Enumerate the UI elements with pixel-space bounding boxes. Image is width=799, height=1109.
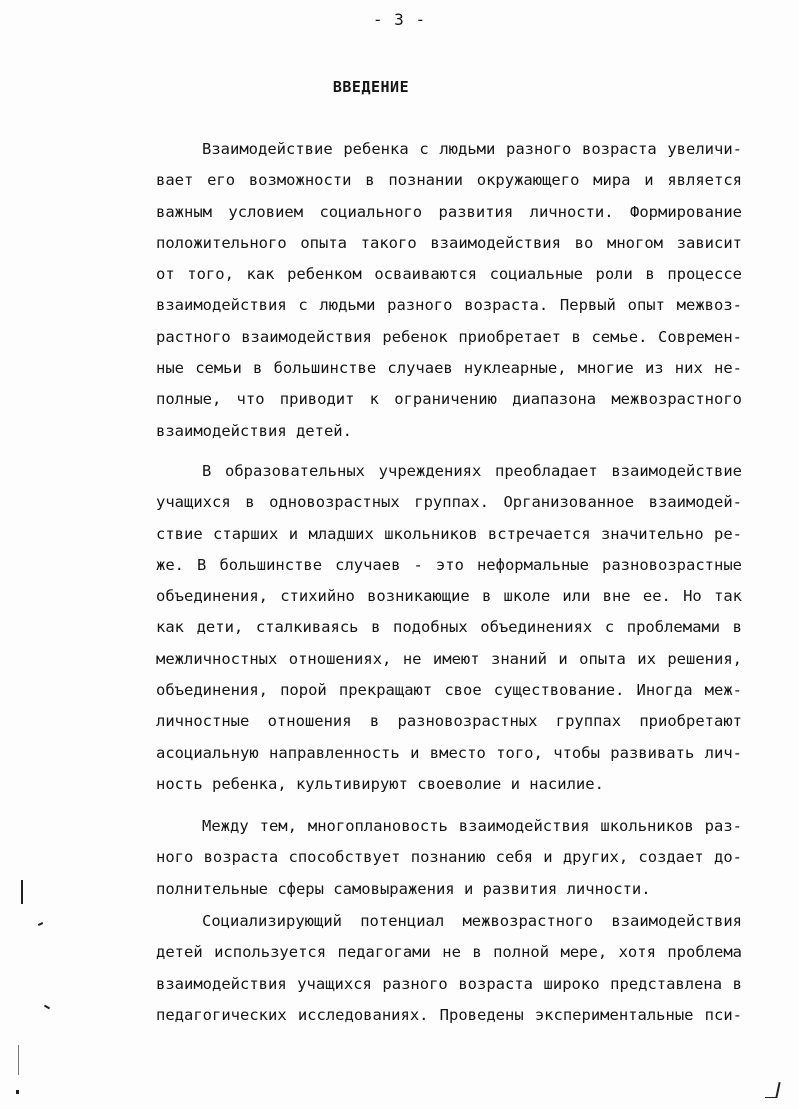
paragraph-3 xyxy=(156,811,742,905)
scan-mark xyxy=(775,1082,780,1098)
text-line: ность ребенка, культивируют своеволие и насилие. xyxy=(156,774,604,793)
text-line: личностные отношения в разновозрастных группах приобретают xyxy=(156,712,742,731)
text-line: растного взаимодействия ребенок приобретает в семье. Современ- xyxy=(156,327,742,346)
page-number: - 3 - xyxy=(372,10,427,29)
scan-mark xyxy=(38,922,43,926)
text-line: объединения, порой прекращают свое существование. Иногда меж- xyxy=(156,681,742,700)
text-line: ного возраста способствует познанию себя и других, создает до- xyxy=(156,848,742,867)
scan-mark xyxy=(21,880,23,904)
scan-mark xyxy=(16,1090,19,1094)
paragraph-2 xyxy=(156,456,742,800)
text-line: асоциальную направленность и вместо того, чтобы развивать лич- xyxy=(156,743,742,762)
text-line: объединения, стихийно возникающие в школе или вне ее. Но так xyxy=(156,587,742,606)
text-line: взаимодействия учащихся разного возраста широко представлена в xyxy=(156,974,742,993)
text-line: В образовательных учреждениях преобладает взаимодействие xyxy=(202,462,742,480)
text-line: от того, как ребенком осваиваются социальные роли в процессе xyxy=(156,265,742,284)
text-line: важным условием социального развития личности. Формирование xyxy=(156,202,742,221)
text-line: полные, что приводит к ограничению диапазона межвозрастного xyxy=(156,390,742,409)
text-line: учащихся в одновозрастных группах. Организованное взаимодей- xyxy=(156,493,742,512)
scan-mark xyxy=(44,1005,50,1010)
text-line: положительного опыта такого взаимодействия во многом зависит xyxy=(156,233,742,252)
text-line: Между тем, многоплановость взаимодействия школьников раз- xyxy=(202,817,742,835)
text-line: межличностных отношениях, не имеют знаний и опыта их решения, xyxy=(156,649,742,668)
text-line: детей используется педагогами не в полной мере, хотя проблема xyxy=(156,943,742,962)
text-line: взаимодействия с людьми разного возраста. Первый опыт межвоз- xyxy=(156,296,742,315)
text-line: педагогических исследованиях. Проведены экспериментальные пси- xyxy=(156,1005,742,1024)
text-line: ствие старших и младших школьников встречается значительно ре- xyxy=(156,524,742,543)
text-line: как дети, сталкиваясь в подобных объединениях с проблемами в xyxy=(156,618,742,637)
text-line: взаимодействия детей. xyxy=(156,421,352,440)
text-line: полнительные сферы самовыражения и развития личности. xyxy=(156,879,651,898)
text-line: же. В большинстве случаев - это неформальные разновозрастные xyxy=(156,555,742,574)
text-line: Социализирующий потенциал межвозрастного взаимодействия xyxy=(202,912,742,930)
paragraph-1 xyxy=(156,134,742,447)
paragraph-4 xyxy=(156,906,742,1031)
scan-mark xyxy=(18,1045,19,1075)
section-heading: ВВЕДЕНИЕ xyxy=(332,78,410,96)
scan-mark xyxy=(765,1097,777,1098)
text-line: Взаимодействие ребенка с людьми разного возраста увеличи- xyxy=(202,140,742,158)
text-line: ные семьи в большинстве случаев нуклеарные, многие из них не- xyxy=(156,359,742,378)
text-line: вает его возможности в познании окружающего мира и является xyxy=(156,171,742,190)
